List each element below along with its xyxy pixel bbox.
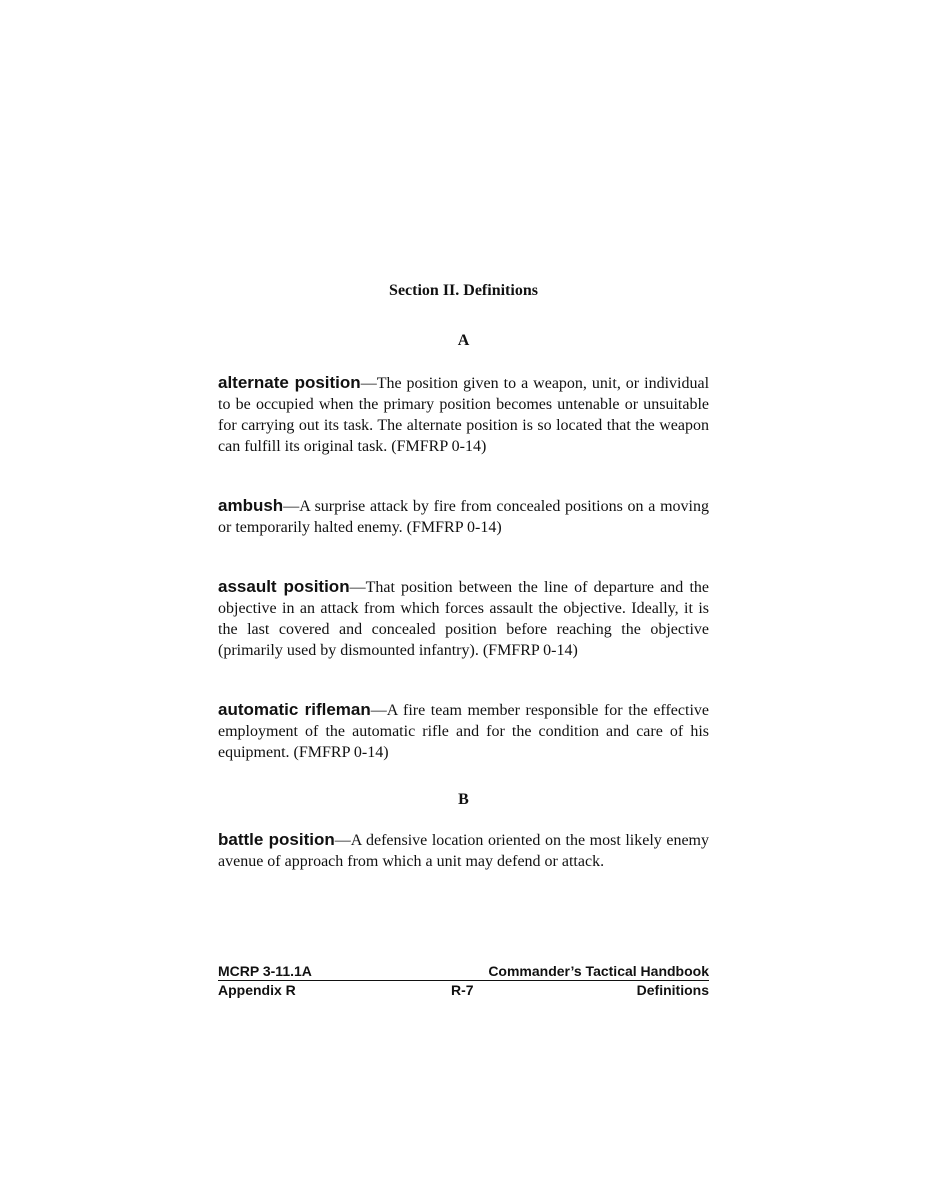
- term: alternate position: [218, 373, 361, 392]
- footer-appendix: Appendix R: [218, 982, 296, 998]
- page-footer: [218, 962, 709, 999]
- definition-ambush: [218, 495, 709, 538]
- letter-heading-b: B: [458, 791, 469, 808]
- footer-title: Commander’s Tactical Handbook: [488, 963, 709, 979]
- definition-text: —The position given to a weapon, unit, or individual to be occupied when the primary position becomes untenable or unsuitable for carrying out its task. The alternate position is so located that the weapon can fulfill its original task. (FMFRP 0-14): [218, 375, 710, 455]
- definition-text: —A defensive location oriented on the most likely enemy avenue of approach from which a unit may defend or attack.: [218, 832, 709, 870]
- definition-alternate-position: [218, 372, 709, 457]
- definition-text: —A surprise attack by fire from concealed positions on a moving or temporarily halted enemy. (FMFRP 0-14): [218, 498, 709, 536]
- definition-assault-position: [218, 576, 709, 661]
- term: ambush: [218, 496, 284, 515]
- footer-bottom-row: [218, 981, 709, 999]
- definition-text: —A fire team member responsible for the effective employment of the automatic rifle and for the condition and care of his equipment. (FMFRP 0-14): [218, 702, 709, 761]
- section-title: Section II. Definitions: [389, 282, 538, 299]
- definition-text: —That position between the line of departure and the objective in an attack from which forces assault the objective. Ideally, it is the last covered and concealed position before reaching the objective (primarily used by dismounted infantry). (FMFRP 0-14): [218, 579, 709, 659]
- footer-publication: MCRP 3-11.1A: [218, 963, 312, 979]
- letter-heading-a: A: [457, 332, 470, 349]
- definition-battle-position: [218, 829, 709, 872]
- page-content: [218, 280, 709, 872]
- term: automatic rifleman: [218, 700, 371, 719]
- footer-top-row: [218, 962, 709, 981]
- term: assault position: [218, 577, 350, 596]
- footer-section: Definitions: [636, 982, 709, 998]
- term: battle position: [218, 830, 335, 849]
- footer-page-number: R-7: [451, 982, 474, 998]
- definition-automatic-rifleman: [218, 699, 709, 763]
